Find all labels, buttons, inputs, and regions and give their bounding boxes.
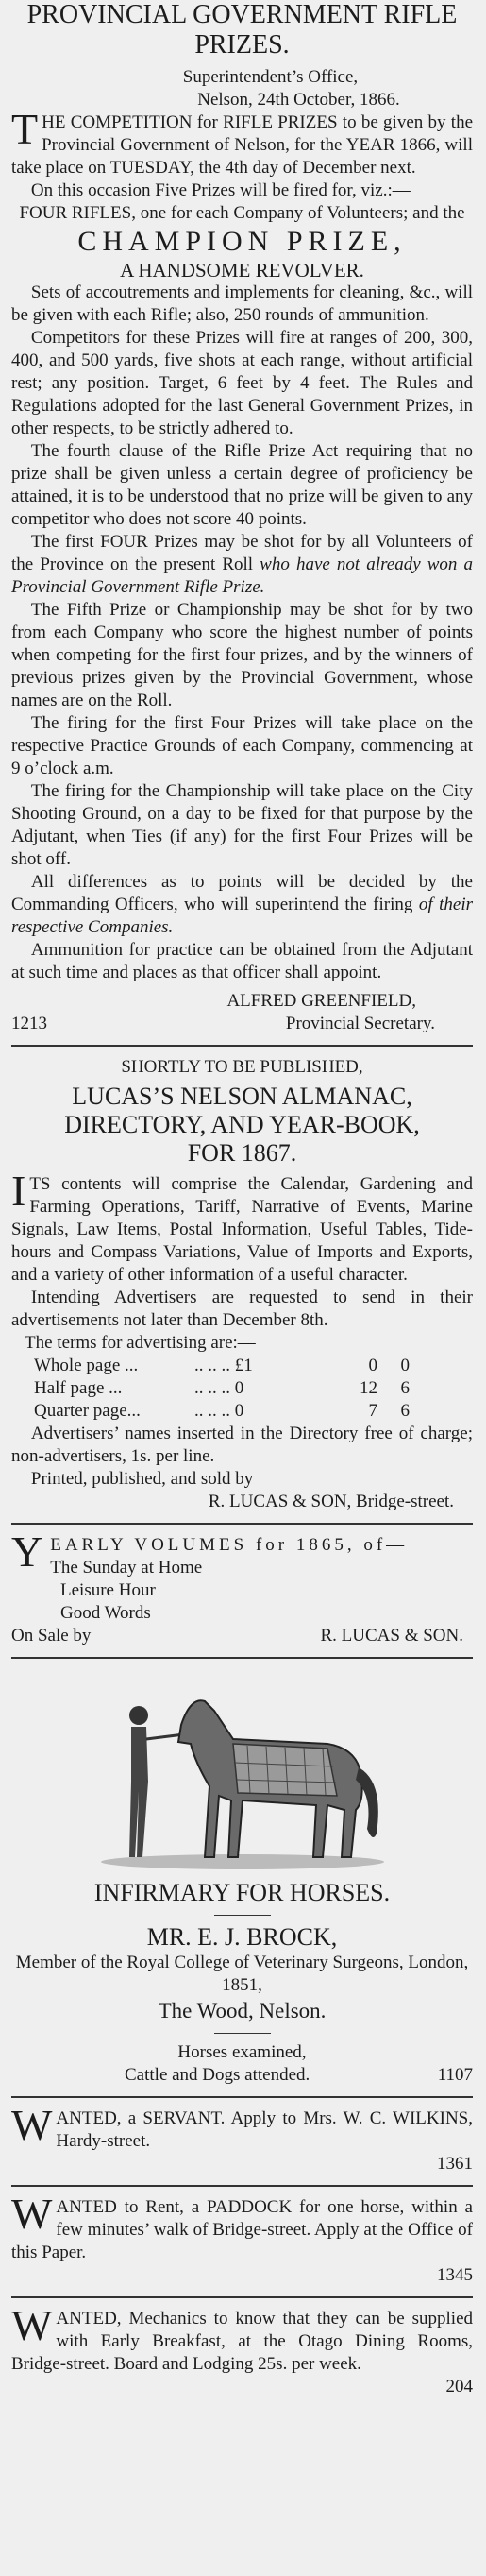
rate-label: Quarter page... [34,1401,141,1421]
seller-line: R. LUCAS & SON, Bridge-street. [208,1492,454,1511]
wanted-text: WANTED, a SERVANT. Apply to Mrs. W. C. WILKINS, Hardy-street. [11,2101,473,2151]
title-line: DIRECTORY, AND YEAR-BOOK, [64,1111,420,1138]
paddock-wanted-notice [11,2190,473,2287]
paragraph: Sets of accoutrements and implements for cleaning, &c., will be given with each Rifle; also, 250 rounds of ammunition. [11,282,473,325]
rate-row [11,1355,473,1377]
rate-shillings: 0 [368,1356,377,1375]
signer-title: Provincial Secretary. [285,1014,435,1033]
signature-row [11,1013,473,1035]
almanac-notice [11,1056,473,1513]
rate-shillings: 12 [360,1378,377,1398]
divider [11,2096,473,2098]
volume-item: Good Words [60,1603,151,1623]
advert-number: 204 [445,2377,473,2397]
sale-row [11,1625,473,1647]
paragraph [11,531,473,599]
paragraph: The firing for the first Four Prizes will take place on the respective Practice Grounds of each Company, commencing at 9 o’clock a.m. [11,713,473,778]
date-line: Nelson, 24th October, 1866. [197,90,400,110]
rate-label: Half page ... [34,1378,123,1398]
divider [11,1045,473,1047]
divider [11,2185,473,2187]
seller-name: R. LUCAS & SON. [320,1626,463,1646]
rate-pence: 0 [400,1356,410,1375]
paragraph: Intending Advertisers are requested to send in their advertisements not later than December 8th. [11,1288,473,1330]
office-line: Superintendent’s Office, [182,67,359,87]
sale-label: On Sale by [11,1626,92,1646]
paragraph [11,871,473,939]
location: The Wood, Nelson. [158,1999,327,2022]
rate-row [11,1400,473,1423]
paragraph: Advertisers’ names inserted in the Directory free of charge; non-advertisers, 1s. per line. [11,1424,473,1466]
volume-item: Leisure Hour [60,1580,156,1600]
paragraph: The firing for the Championship will take place on the City Shooting Ground, on a day to be fixed for that purpose by the Adjutant, when Ties (if any) for the first Four Prizes will be shot off. [11,781,473,869]
rate-row [11,1377,473,1400]
volume-item: The Sunday at Home [50,1558,203,1578]
signer-name: ALFRED GREENFIELD, [226,991,416,1011]
paragraph: ITS contents will comprise the Calendar, Gardening and Farming Operations, Tariff, Narrative of Events, Marine Signals, Law Items, Postal Information, Useful Tables, Tide-hours and Compass Variations, Value of Imports and Exports, and a variety of other information of a useful character. [11,1167,473,1285]
rate-table [11,1355,473,1423]
volumes-heading: YEARLY VOLUMES for 1865, of— [11,1527,409,1576]
italic-run: of their respective Companies. [11,895,473,937]
wanted-text: WANTED, Mechanics to know that they can be supplied with Early Breakfast, at the Otago Dining Rooms, Bridge-street. Board and Lodging 25s. per week. [11,2301,473,2374]
infirmary-title: INFIRMARY FOR HORSES. [93,1879,391,1906]
advert-number: 1361 [437,2154,473,2174]
notice-title: PROVINCIAL GOVERNMENT RIFLE PRIZES. [26,0,458,60]
short-divider [214,2033,271,2034]
service-line: Cattle and Dogs attended. [125,2065,310,2085]
advert-number: 1213 [11,1014,47,1033]
paragraph: Competitors for these Prizes will fire at ranges of 200, 300, 400, and 500 yards, five shots at each range, without artificial rest; any position. Target, 6 feet by 4 feet. The Rules and Regulations adopted for the last General Government Prizes, in other respects, to be strictly adhered to. [11,328,473,438]
paragraph: The Fifth Prize or Championship may be shot for by two from each Company who score the highest number of points when competing for the first four prizes, and by the winners of previous prizes given by the Provincial Government, whose names are on the Roll. [11,600,473,710]
announcement: SHORTLY TO BE PUBLISHED, [121,1057,363,1077]
rate-pounds: .. .. .. 0 [194,1401,244,1421]
terms-heading: The terms for advertising are:— [25,1333,256,1353]
mechanics-wanted-notice [11,2301,473,2398]
rate-pence: 6 [400,1378,410,1398]
four-rifles-line: FOUR RIFLES, one for each Company of Volunteers; and the [19,203,465,223]
paragraph: On this occasion Five Prizes will be fired for, viz.:— [30,180,411,200]
text-run: The first FOUR Prizes may be shot for by all Volunteers of the Province on the present Roll [11,532,473,574]
italic-run: who have not already won a Provincial Government Rifle Prize. [11,554,474,597]
rate-shillings: 7 [368,1401,377,1421]
short-divider [214,1915,271,1916]
rate-pounds: .. .. .. 0 [194,1378,244,1398]
divider [11,2296,473,2298]
rate-pence: 6 [400,1401,410,1421]
text-run: All differences as to points will be decided by the Commanding Officers, who will superintend the firing [11,872,473,914]
horse-infirmary-notice [11,1668,473,2087]
membership: Member of the Royal College of Veterinary Surgeons, London, 1851, [15,1953,469,1995]
advert-number: 1345 [437,2265,473,2285]
yearly-volumes-notice [11,1527,473,1647]
champion-prize-heading: CHAMPION PRIZE, [77,226,407,257]
divider [11,1523,473,1525]
paragraph: Ammunition for practice can be obtained from the Adjutant at such time and places as that officer shall appoint. [11,940,473,982]
service-row [11,2064,473,2087]
rate-pounds: .. .. .. £1 [194,1356,253,1375]
printed-line: Printed, published, and sold by [30,1469,254,1489]
rifle-prizes-notice [11,0,473,1035]
divider [11,1657,473,1659]
service-line: Horses examined, [177,2042,307,2062]
surgeon-name: MR. E. J. BROCK, [146,1923,338,1951]
title-line: LUCAS’S NELSON ALMANAC, [72,1083,412,1110]
wanted-text: WANTED to Rent, a PADDOCK for one horse, within a few minutes’ walk of Bridge-street. Apply at the Office of this Paper. [11,2190,473,2262]
advert-number: 1107 [437,2065,473,2085]
rate-label: Whole page ... [34,1356,139,1375]
horse-engraving-icon [73,1668,412,1871]
revolver-heading: A HANDSOME REVOLVER. [120,259,364,281]
paragraph: THE COMPETITION for RIFLE PRIZES to be given by the Provincial Government of Nelson, for the YEAR 1866, will take place on TUESDAY, the 4th day of December next. [11,105,473,178]
title-line: FOR 1867. [187,1139,297,1167]
servant-wanted-notice [11,2101,473,2175]
paragraph: The fourth clause of the Rifle Prize Act requiring that no prize shall be given unless a certain degree of proficiency be attained, it is to be understood that no prize will be given to any competitor who does not score 40 points. [11,441,473,529]
